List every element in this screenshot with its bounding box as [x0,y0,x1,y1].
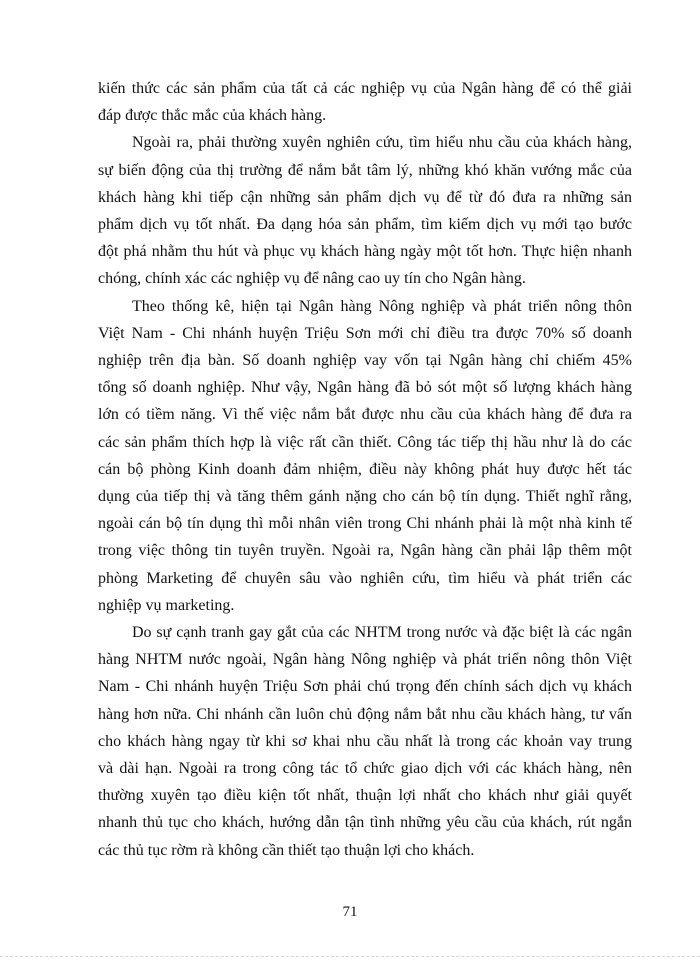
text-line: thường xuyên tạo điều kiện tốt nhất, thuận lợi nhất cho khách như giải quyết [98,787,632,805]
page-bottom-rule [0,956,700,957]
text-line: trong việc thông tin tuyên truyền. Ngoài ra, Ngân hàng cần phải lập thêm một [98,542,632,560]
text-line: hàng NHTM nước ngoài, Ngân hàng Nông nghiệp và phát triển nông thôn Việt [98,651,632,669]
text-line: đột phá nhằm thu hút và phục vụ khách hàng ngày một tốt hơn. Thực hiện nhanh [98,243,632,261]
text-line: dụng của tiếp thị và tăng thêm gánh nặng cho cán bộ tín dụng. Thiết nghĩ rằng, [98,488,632,505]
text-line: tổng số doanh nghiệp. Như vậy, Ngân hàng đã bỏ sót một số lượng khách hàng [98,379,632,397]
text-line: các thủ tục rờm rà không cần thiết tạo thuận lợi cho khách. [98,841,475,859]
text-line: chóng, chính xác các nghiệp vụ để nâng cao uy tín cho Ngân hàng. [98,270,526,288]
text-line: lớn có tiềm năng. Vì thế việc nắm bắt được nhu cầu của khách hàng để đưa ra [98,406,632,424]
text-line: hàng hơn nữa. Chi nhánh cần luôn chủ động nắm bắt nhu cầu khách hàng, tư vấn [98,705,632,723]
text-line: Nam - Chi nhánh huyện Triệu Sơn phải chú trọng đến chính sách dịch vụ khách [98,678,632,696]
text-line: khách hàng khi tiếp cận những sản phẩm dịch vụ để từ đó đưa ra những sản [98,188,632,206]
paragraph-start-line: Ngoài ra, phải thường xuyên nghiên cứu, tìm hiểu nhu cầu của khách hàng, [132,134,632,152]
text-line: sự biến động của thị trường để nắm bắt tâm lý, những khó khăn vướng mắc của [98,161,632,179]
text-line: các sản phẩm thích hợp là việc rất cần thiết. Công tác tiếp thị hầu như là do các [98,433,632,451]
text-line: ngoài cán bộ tín dụng thì mỗi nhân viên trong Chi nhánh phải là một nhà kinh tế [98,515,632,533]
text-line: phòng Marketing để chuyên sâu vào nghiên cứu, tìm hiểu và phát triển các [98,569,632,587]
paragraph-start-line: Theo thống kê, hiện tại Ngân hàng Nông nghiệp và phát triển nông thôn [132,297,632,315]
text-line: đáp được thắc mắc của khách hàng. [98,107,327,125]
page-number: 71 [342,904,358,920]
text-line: nghiệp trên địa bàn. Số doanh nghiệp vay vốn tại Ngân hàng chỉ chiếm 45% [98,352,632,369]
text-line: Việt Nam - Chi nhánh huyện Triệu Sơn mới chỉ điều tra được 70% số doanh [98,324,632,342]
text-line: và dài hạn. Ngoài ra trong công tác tổ chức giao dịch với các khách hàng, nên [98,760,632,777]
text-line: cho khách hàng ngay từ khi sơ khai nhu cầu nhất là trong các khoản vay trung [98,732,632,750]
text-line: nghiệp vụ marketing. [98,596,235,614]
paragraph-start-line: Do sự cạnh tranh gay gắt của các NHTM trong nước và đặc biệt là các ngân [132,624,632,641]
text-line: phẩm dịch vụ tốt nhất. Đa dạng hóa sản phẩm, tìm kiếm dịch vụ mới tạo bước [98,216,632,233]
text-line: nhanh thủ tục cho khách, hướng dẫn tận tình những yêu cầu của khách, rút ngắn [98,814,632,832]
text-line: cán bộ phòng Kinh doanh đảm nhiệm, điều này không phát huy được hết tác [98,460,632,478]
text-line: kiến thức các sản phẩm của tất cả các nghiệp vụ của Ngân hàng để có thể giải [98,80,632,97]
